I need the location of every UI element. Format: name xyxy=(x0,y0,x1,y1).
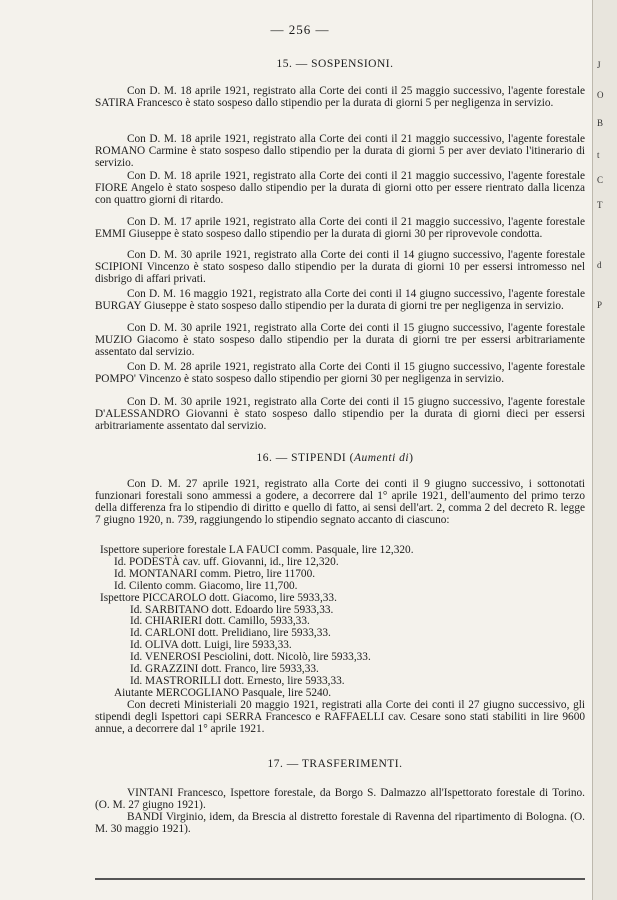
margin-fragment: P xyxy=(597,300,603,310)
salary-list-item: Aiutante MERCOGLIANO Pasquale, lire 5240. xyxy=(114,686,332,699)
salary-list-item: Id. MASTRORILLI dott. Ernesto, lire 5933,33. xyxy=(130,674,345,687)
salary-list-item: Id. Cilento comm. Giacomo, lire 11,700. xyxy=(114,579,298,592)
heading-transfers: 17. — TRASFERIMENTI. xyxy=(267,758,403,770)
suspension-paragraph: Con D. M. 18 aprile 1921, registrato alla Corte dei conti il 21 maggio successivo, l'agente forestale ROMANO Carmine è stato sospeso dallo stipendio per la durata di giorni 5 per aver deviato l'itinerario di servizio. xyxy=(95,133,585,169)
suspension-paragraph: Con D. M. 30 aprile 1921, registrato alla Corte dei conti il 14 giugno successivo, l'agente forestale SCIPIONI Vincenzo è stato sospeso dallo stipendio per la durata di giorni 10 per essersi intromesso nel disbrigo di affari privati. xyxy=(95,249,585,285)
margin-fragment: t xyxy=(597,150,600,160)
salaries-closing: Con decreti Ministeriali 20 maggio 1921, registrati alla Corte dei conti il 27 giugno successivo, gli stipendi degli Ispettori capi SERRA Francesco e RAFFAELLI cav. Cesare sono stati stabiliti in lire 9600 annue, a decorrere dal 1° aprile 1921. xyxy=(95,699,585,735)
margin-fragment: T xyxy=(597,200,603,210)
salary-list-item: Id. OLIVA dott. Luigi, lire 5933,33. xyxy=(130,639,292,652)
transfer-paragraph: VINTANI Francesco, Ispettore forestale, da Borgo S. Dalmazzo all'Ispettorato forestale di Torino. (O. M. 27 giugno 1921). xyxy=(95,787,585,811)
margin-fragment: O xyxy=(597,90,604,100)
suspension-paragraph: Con D. M. 16 maggio 1921, registrato alla Corte dei conti il 14 giugno successivo, l'agente forestale BURGAY Giuseppe è stato sospeso dallo stipendio per la durata di giorni tre per negligenza in servizio. xyxy=(95,288,585,312)
adjacent-page-edge xyxy=(592,0,617,900)
salary-list-item: Id. CHIARIERI dott. Camillo, 5933,33. xyxy=(130,615,310,628)
salary-list-item: Id. GRAZZINI dott. Franco, lire 5933,33. xyxy=(130,663,319,676)
salary-list-item: Ispettore superiore forestale LA FAUCI comm. Pasquale, lire 12,320. xyxy=(100,544,414,556)
heading-suspensions: 15. — SOSPENSIONI. xyxy=(276,58,394,70)
heading-salaries: 16. — STIPENDI (Aumenti di) xyxy=(256,452,414,464)
suspension-paragraph: Con D. M. 30 aprile 1921, registrato alla Corte dei conti il 15 giugno successivo, l'agente forestale D'ALESSANDRO Giovanni è stato sospeso dallo stipendio per la durata di giorni dieci per essersi arbitrariamente assentato dal servizio. xyxy=(95,396,585,432)
salary-list-item: Id. PODESTÀ cav. uff. Giovanni, id., lire 12,320. xyxy=(114,555,339,568)
margin-fragment: B xyxy=(597,118,604,128)
salary-list-item: Id. MONTANARI comm. Pietro, lire 11700. xyxy=(114,567,316,580)
margin-fragment: J xyxy=(597,60,601,70)
transfer-paragraph: BANDI Virginio, idem, da Brescia al distretto forestale di Ravenna del ripartimento di Bologna. (O. M. 30 maggio 1921). xyxy=(95,811,585,835)
suspension-paragraph: Con D. M. 18 aprile 1921, registrato alla Corte dei conti il 25 maggio successivo, l'agente forestale SATIRA Francesco è stato sospeso dallo stipendio per la durata di giorni 5 per negligenza in servizio. xyxy=(95,85,585,109)
bottom-rule xyxy=(95,878,585,880)
margin-fragment: C xyxy=(597,175,604,185)
salary-list-item: Id. SARBITANO dott. Edoardo lire 5933,33. xyxy=(130,603,334,616)
margin-fragment: d xyxy=(597,260,602,270)
salary-list-item: Ispettore PICCAROLO dott. Giacomo, lire 5933,33. xyxy=(100,591,337,604)
suspension-paragraph: Con D. M. 30 aprile 1921, registrato alla Corte dei conti il 15 giugno successivo, l'agente forestale MUZIO Giacomo è stato sospeso dallo stipendio per la durata di giorni tre per essersi arbitrariamente assentato dal servizio. xyxy=(95,322,585,358)
page-number: — 256 — xyxy=(270,22,330,37)
suspension-paragraph: Con D. M. 17 aprile 1921, registrato alla Corte dei conti il 21 maggio successivo, l'agente forestale EMMI Giuseppe è stato sospeso dallo stipendio per la durata di giorni 30 per riprovevole condotta. xyxy=(95,216,585,240)
salaries-intro: Con D. M. 27 aprile 1921, registrato alla Corte dei conti il 9 giugno successivo, i sottonotati funzionari forestali sono ammessi a godere, a decorrere dal 1° aprile 1921, dell'aumento del primo terzo della differenza fra lo stipendio di diritto e quello di fatto, ai sensi dell'art. 2, comma 2 del decreto R. legge 7 giugno 1920, n. 739, raggiungendo lo stipendio segnato accanto di ciascuno: xyxy=(95,478,585,526)
suspension-paragraph: Con D. M. 28 aprile 1921, registrato alla Corte dei Conti il 15 giugno successivo, l'agente forestale POMPO' Vincenzo è stato sospeso dallo stipendio per giorni 30 per negligenza in servizio. xyxy=(95,361,585,385)
salary-list-item: Id. CARLONI dott. Prelidiano, lire 5933,33. xyxy=(130,627,331,640)
salary-list-item: Id. VENEROSI Pesciolini, dott. Nicolò, lire 5933,33. xyxy=(130,651,371,664)
suspension-paragraph: Con D. M. 18 aprile 1921, registrato alla Corte dei conti il 21 maggio successivo, l'agente forestale FIORE Angelo è stato sospeso dallo stipendio per la durata di giorni otto per essere rientrato dalla licenza con quattro giorni di ritardo. xyxy=(95,170,585,206)
salaries-list xyxy=(100,545,414,700)
